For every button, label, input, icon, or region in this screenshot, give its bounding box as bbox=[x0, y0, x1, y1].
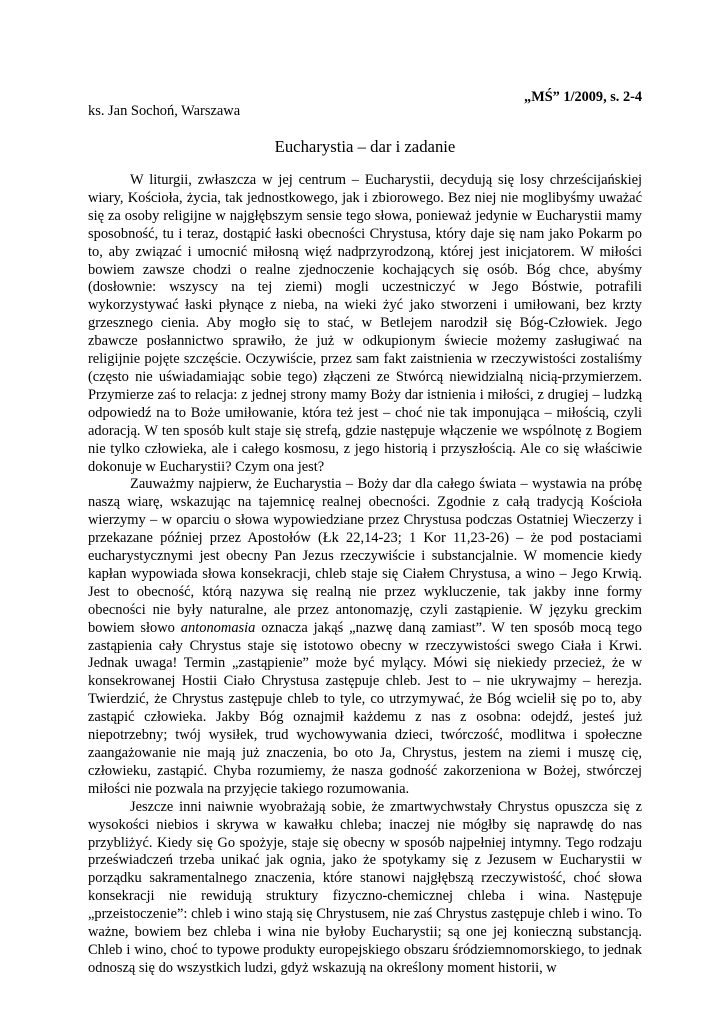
paragraph-2-text-start: Zauważmy najpierw, że Eucharystia – Boży dar dla całego świata – wystawia na próbę naszą wiarę, wskazując na tajemnicę realnej obecności. Zgodnie z całą tradycją Kościoła wierzymy – w oparciu o słowa wypowiedziane przez Chrystusa podczas Ostatniej Wieczerzy i przekazane później przez Apostołów (Łk 22,14-23; 1 Kor 11,23-26) – że pod postaciami eucharystycznymi jest obecny Pan Jezus rzeczywiście i substancjalnie. W momencie kiedy kapłan wypowiada słowa konsekracji, chleb staje się Ciałem Chrystusa, a wino – Jego Krwią. Jest to obecność, którą nazywa się realną nie przez wykluczenie, tak jakby inne formy obecności nie były naturalne, ale przez antonomazję, czyli zastąpienie. W języku greckim bowiem słowo bbox=[88, 476, 642, 636]
source-citation: „MŚ” 1/2009, s. 2-4 bbox=[524, 89, 642, 105]
article-body bbox=[88, 172, 642, 978]
paragraph-1: W liturgii, zwłaszcza w jej centrum – Eucharystii, decydują się losy chrześcijańskiej wiary, Kościoła, życia, tak jednostkowego, jak i zbiorowego. Bez niej nie moglibyśmy uważać się za osoby religijne w najgłębszym sensie tego słowa, ponieważ jedynie w Eucharystii mamy sposobność, tu i teraz, dostąpić łaski obecności Chrystusa, który daje się nam jako Pokarm po to, aby związać i umocnić miłosną więź nadprzyrodzoną, której jest inicjatorem. W miłości bowiem zawsze chodzi o realne zjednoczenie kochających się osób. Bóg chce, abyśmy (dosłownie: wszyscy na tej ziemi) mogli uczestniczyć w Jego Bóstwie, potrafili wykorzystywać łaski płynące z nieba, na wieki żyć jako stworzeni i umiłowani, bez krzty grzesznego cienia. Aby mogło się to stać, w Betlejem narodził się Bóg-Człowiek. Jego zbawcze posłannictwo sprawiło, że już w odkupionym świecie możemy zasługiwać na religijnie pojęte szczęście. Oczywiście, przez sam fakt zaistnienia w rzeczywistości zostaliśmy (często nie uświadamiając sobie tego) złączeni ze Stwórcą niewidzialną nicią-przymierzem. Przymierze zaś to relacja: z jednej strony mamy Boży dar istnienia i miłości, z drugiej – ludzką odpowiedź na to Boże umiłowanie, która też jest – choć nie tak imponująca – miłością, czyli adoracją. W ten sposób kult staje się strefą, gdzie następuje włączenie we wspólnotę z Bogiem nie tylko człowieka, ale i całego kosmosu, z jego historią i przyszłością. Ale co się właściwie dokonuje w Eucharystii? Czym ona jest? bbox=[88, 172, 642, 475]
article-title: Eucharystia – dar i zadanie bbox=[274, 137, 456, 156]
paragraph-2-text-end: oznacza jakąś „nazwę daną zamiast”. W ten sposób mocą tego zastąpienia cały Chrystus staje się istotowo obecny w rzeczywistości swego Ciała i Krwi. Jednak uwaga! Termin „zastąpienie” może być mylący. Mówi się niekiedy przecież, że w konsekrowanej Hostii Ciało Chrystusa zastępuje chleb. Jest to – nie ukrywajmy – herezja. Twierdzić, że Chrystus zastępuje chleb to tyle, co utrzymywać, że Bóg wcielił się po to, aby zastąpić człowieka. Jakby Bóg oznajmił każdemu z nas z osobna: odejdź, jesteś już niepotrzebny; twój wysiłek, trud wychowywania dzieci, twórczość, modlitwa i społeczne zaangażowanie nie mają już znaczenia, bo oto Ja, Chrystus, jestem na ziemi i muszę cię, człowieku, zastąpić. Chyba rozumiemy, że nasza godność zakorzeniona w Bożej, stwórczej miłości nie pozwala na przyjęcie takiego rozumowania. bbox=[88, 619, 642, 797]
paragraph-3: Jeszcze inni naiwnie wyobrażają sobie, że zmartwychwstały Chrystus opuszcza się z wysokości niebios i skrywa w kawałku chleba; inaczej nie mógłby się naprawdę do nas przybliżyć. Kiedy się Go spożyje, staje się obecny w sposób najpełniej intymny. Tego rodzaju przeświadczeń trzeba unikać jak ognia, jako że spotykamy się z Jezusem w Eucharystii w porządku sakramentalnego znaczenia, które stanowi najgłębszą rzeczywistość, choć słowa konsekracji nie rewidują struktury fizyczno-chemicznej chleba i wina. Następuje „przeistoczenie”: chleb i wino stają się Chrystusem, nie zaś Chrystus zastępuje chleb i wino. To ważne, bowiem bez chleba i wina nie byłoby Eucharystii; są one jej konieczną substancją. Chleb i wino, choć to typowe produkty europejskiego obszaru śródziemnomorskiego, to jednak odnoszą się do wszystkich ludzi, gdyż wskazują na określony moment historii, w bbox=[88, 798, 642, 976]
author-line: ks. Jan Sochoń, Warszawa bbox=[88, 103, 241, 119]
emphasized-term: antonomasia bbox=[180, 619, 256, 636]
paragraph-2 bbox=[88, 476, 642, 798]
